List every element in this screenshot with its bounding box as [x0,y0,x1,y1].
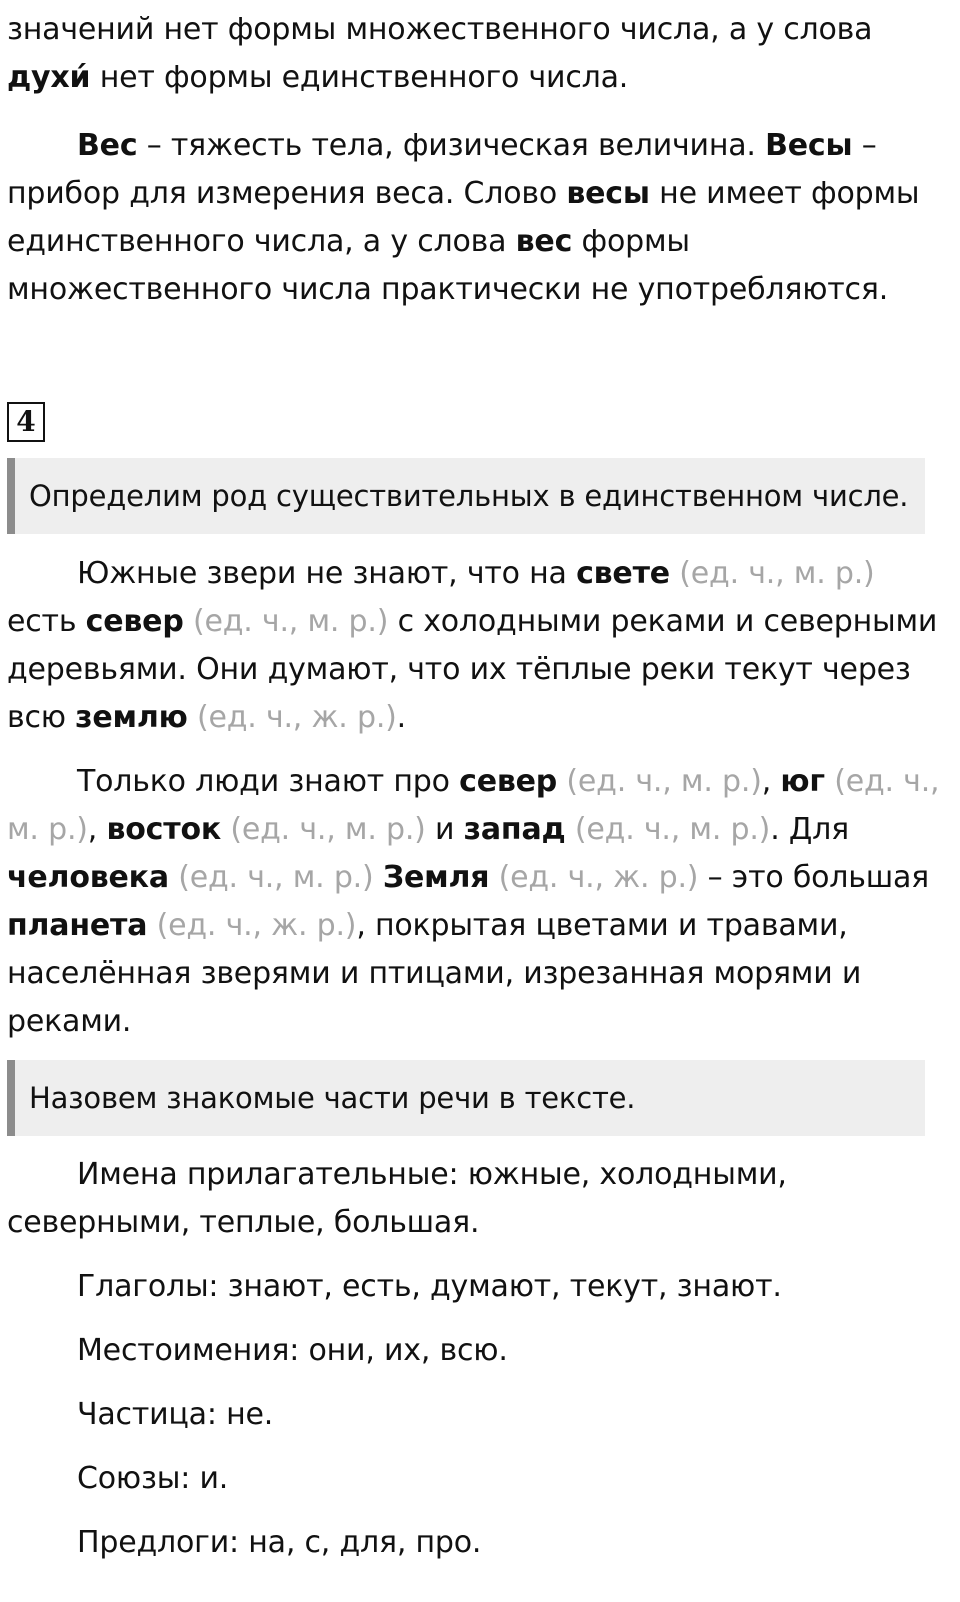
bold-term: юг [780,764,825,799]
bold-term: восток [106,812,222,847]
grammar-note: (ед. ч., ж. р.) [498,860,699,895]
bold-term: человека [7,860,169,895]
text-run: есть [7,604,86,639]
list-item-verbs: Глаголы: знают, есть, думают, текут, знают. [77,1269,782,1304]
text-run: , [761,764,781,799]
text-run: формы множественного числа практически не употребляются. [7,224,889,307]
callout-define-gender: Определим род существительных в единственном числе. [7,458,925,534]
text-run [557,764,566,799]
bold-term: духи́ [7,60,91,95]
paragraph-ves-vesy [7,122,942,314]
text-run [825,764,834,799]
bold-term: север [459,764,558,799]
bold-term: север [85,604,184,639]
bold-term: весы [566,176,650,211]
grammar-note: (ед. ч., м. р.) [192,604,389,639]
grammar-note: (ед. ч., м. р.) [574,812,771,847]
bold-term: Вес [77,128,138,163]
grammar-note: (ед. ч., ж. р.) [196,700,397,735]
list-item-pronouns: Местоимения: они, их, всю. [77,1333,508,1368]
text-run [184,604,193,639]
bold-term: запад [463,812,566,847]
text-run: , покрытая цветами и травами, населённая зверями и птицами, изрезанная морями и реками. [7,908,862,1039]
text-run: нет формы единственного числа. [90,60,629,95]
grammar-note: (ед. ч., м. р.) [178,860,374,895]
grammar-note: (ед. ч., ж. р.) [156,908,357,943]
bold-term: вес [515,224,573,259]
bold-term: Весы [765,128,853,163]
task-number-badge: 4 [7,402,45,442]
grammar-note: (ед. ч., м. р.) [566,764,762,799]
grammar-note: (ед. ч., м. р.) [7,764,940,847]
text-run [489,860,498,895]
bold-term: свете [576,556,670,591]
text-run: Только люди знают про [77,764,460,799]
grammar-note: (ед. ч., м. р.) [679,556,875,591]
text-run: – это большая [698,860,930,895]
text-run: с холодными реками и северными деревьями. Они думают, что их тёплые реки текут через всю [7,604,938,735]
text-run: . [396,700,407,735]
text-run [566,812,575,847]
callout-parts-of-speech: Назовем знакомые части речи в тексте. [7,1060,925,1136]
grammar-note: (ед. ч., м. р.) [230,812,426,847]
text-run: , [87,812,107,847]
text-run: не имеет формы единственного числа, а у слова [7,176,920,259]
text-run [169,860,178,895]
paragraph-adjectives [7,1151,942,1247]
bold-term: Земля [382,860,490,895]
paragraph-people-know [7,758,942,1046]
paragraph-plural-forms [7,6,942,102]
text-run: и [425,812,464,847]
text-run [670,556,679,591]
text-run: Имена прилагательные: южные, холодными, северными, теплые, большая. [7,1157,787,1240]
text-run: – прибор для измерения веса. Слово [7,128,877,211]
text-run: – тяжесть тела, физическая величина. [137,128,766,163]
text-run [188,700,197,735]
bold-term: землю [75,700,188,735]
text-run [147,908,156,943]
list-item-particle: Частица: не. [77,1397,274,1432]
list-item-conjunctions: Союзы: и. [77,1461,229,1496]
paragraph-southern-beasts [7,550,942,742]
list-item-prepositions: Предлоги: на, с, для, про. [77,1525,482,1560]
text-run [221,812,230,847]
bold-term: планета [7,908,148,943]
text-run: Южные звери не знают, что на [77,556,577,591]
text-run: . Для [770,812,849,847]
text-run: значений нет формы множественного числа, а у слова [7,12,873,47]
text-run [374,860,383,895]
